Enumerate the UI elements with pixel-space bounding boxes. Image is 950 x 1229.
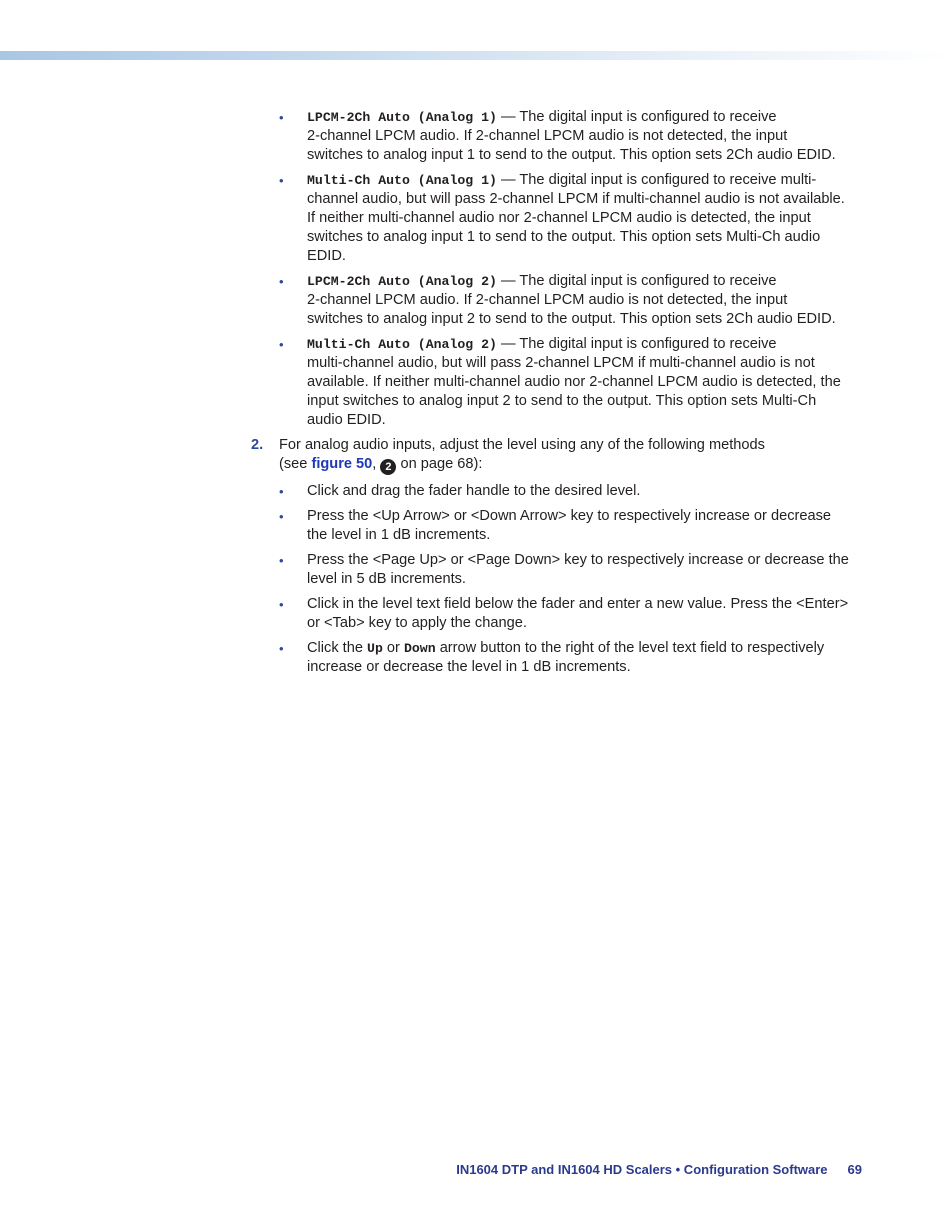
list-item xyxy=(279,482,871,501)
bullet-icon: • xyxy=(279,337,284,352)
method-text: Press the <Page Up> or <Page Down> key to respectively increase or decrease the xyxy=(307,552,849,568)
step-comma: , xyxy=(372,456,377,472)
list-item xyxy=(279,595,871,633)
option-code: LPCM-2Ch Auto (Analog 2) xyxy=(307,274,497,289)
option-text: multi-channel audio, but will pass 2-channel LPCM if multi-channel audio is not xyxy=(307,355,815,371)
option-code: LPCM-2Ch Auto (Analog 1) xyxy=(307,110,497,125)
page-footer xyxy=(456,1162,862,1177)
option-text: — The digital input is configured to receive xyxy=(501,273,777,289)
bullet-icon: • xyxy=(279,553,284,568)
bullet-icon: • xyxy=(279,509,284,524)
option-text: switches to analog input 1 to send to the output. This option sets 2Ch audio EDID. xyxy=(307,147,836,163)
method-text: Click and drag the fader handle to the desired level. xyxy=(307,483,641,499)
option-text: EDID. xyxy=(307,248,346,264)
up-button-label: Up xyxy=(367,641,383,656)
option-text: switches to analog input 2 to send to the output. This option sets 2Ch audio EDID. xyxy=(307,311,836,327)
option-text: audio EDID. xyxy=(307,412,386,428)
option-text: 2-channel LPCM audio. If 2-channel LPCM audio is not detected, the input xyxy=(307,292,788,308)
step-2 xyxy=(251,436,871,475)
bullet-icon: • xyxy=(279,597,284,612)
list-item xyxy=(279,639,871,677)
edid-options-list xyxy=(279,108,871,430)
page-number: 69 xyxy=(847,1162,862,1177)
list-item xyxy=(279,108,871,165)
bullet-icon: • xyxy=(279,274,284,289)
method-text: Click in the level text field below the fader and enter a new value. Press the <Enter> xyxy=(307,596,849,612)
page-content xyxy=(251,108,871,683)
bullet-icon: • xyxy=(279,641,284,656)
bullet-icon: • xyxy=(279,484,284,499)
method-text: level in 5 dB increments. xyxy=(307,571,466,587)
option-text: switches to analog input 1 to send to the output. This option sets Multi-Ch audio xyxy=(307,229,821,245)
option-text: — The digital input is configured to receive xyxy=(501,109,777,125)
method-text: arrow button to the right of the level text field to respectively xyxy=(439,640,825,656)
list-item xyxy=(279,272,871,329)
option-text: channel audio, but will pass 2-channel LPCM if multi-channel audio is not available. xyxy=(307,191,845,207)
option-text: If neither multi-channel audio nor 2-channel LPCM audio is detected, the input xyxy=(307,210,811,226)
method-text: increase or decrease the level in 1 dB increments. xyxy=(307,659,631,675)
option-code: Multi-Ch Auto (Analog 2) xyxy=(307,337,497,352)
bullet-icon: • xyxy=(279,110,284,125)
step-text: (see xyxy=(279,456,308,472)
option-code: Multi-Ch Auto (Analog 1) xyxy=(307,173,497,188)
footer-title: IN1604 DTP and IN1604 HD Scalers • Configuration Software xyxy=(456,1162,828,1177)
list-item xyxy=(279,551,871,589)
method-text: or <Tab> key to apply the change. xyxy=(307,615,527,631)
method-text: Click the xyxy=(307,640,363,656)
list-item xyxy=(279,507,871,545)
step-text: on page 68): xyxy=(400,456,483,472)
option-text: — The digital input is configured to receive multi- xyxy=(501,172,817,188)
header-gradient-bar xyxy=(0,51,950,60)
step-text: For analog audio inputs, adjust the level using any of the following methods xyxy=(279,437,765,453)
option-text: — The digital input is configured to receive xyxy=(501,336,777,352)
level-methods-list xyxy=(279,482,871,677)
method-text: or xyxy=(386,640,400,656)
option-text: available. If neither multi-channel audio nor 2-channel LPCM audio is detected, the xyxy=(307,374,841,390)
step-number: 2. xyxy=(251,437,264,453)
figure-link[interactable]: figure 50 xyxy=(311,456,373,472)
option-text: 2-channel LPCM audio. If 2-channel LPCM audio is not detected, the input xyxy=(307,128,788,144)
option-text: input switches to analog input 2 to send to the output. This option sets Multi-Ch xyxy=(307,393,817,409)
method-text: Press the <Up Arrow> or <Down Arrow> key to respectively increase or decrease xyxy=(307,508,831,524)
list-item xyxy=(279,171,871,266)
list-item xyxy=(279,335,871,430)
callout-2-icon: 2 xyxy=(380,459,396,475)
method-text: the level in 1 dB increments. xyxy=(307,527,491,543)
bullet-icon: • xyxy=(279,173,284,188)
down-button-label: Down xyxy=(403,641,436,656)
